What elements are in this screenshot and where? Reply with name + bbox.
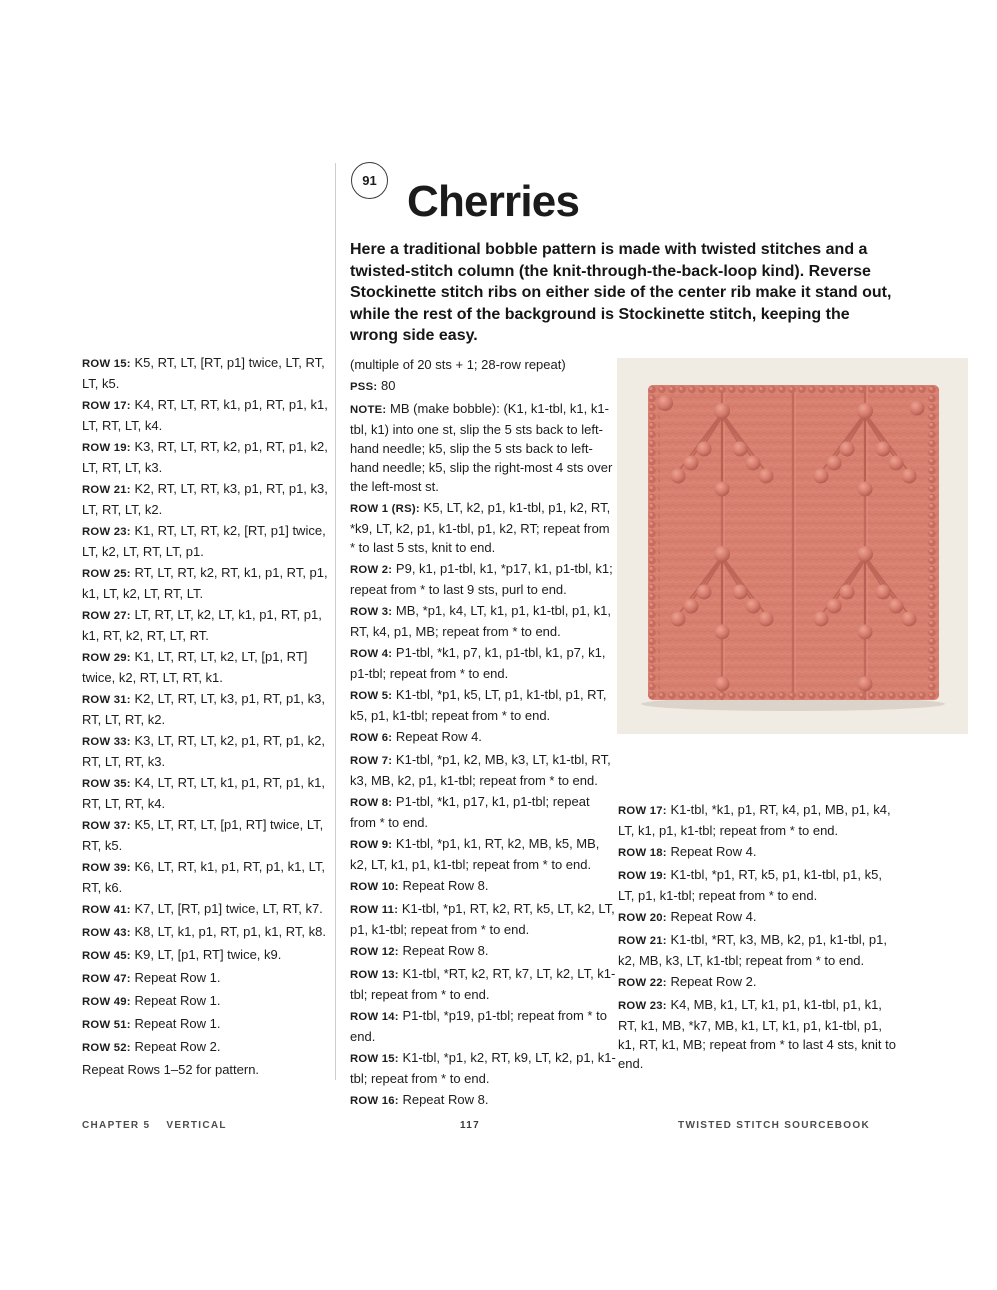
pattern-row: ROW 51: Repeat Row 1. <box>82 1016 221 1031</box>
pattern-number: 91 <box>362 173 377 188</box>
pattern-row: ROW 17: K4, RT, LT, RT, k1, p1, RT, p1, k1, LT, RT, LT, k4. <box>82 397 328 433</box>
pattern-row: ROW 19: K1-tbl, *p1, RT, k5, p1, k1-tbl, p1, k5, LT, p1, k1-tbl; repeat from * to end. <box>618 867 882 903</box>
pattern-row: ROW 49: Repeat Row 1. <box>82 993 221 1008</box>
repeat-instruction: Repeat Rows 1–52 for pattern. <box>82 1062 260 1077</box>
pattern-row: ROW 37: K5, LT, RT, LT, [p1, RT] twice, LT, RT, k5. <box>82 817 324 853</box>
pattern-row: ROW 15: K5, RT, LT, [RT, p1] twice, LT, RT, LT, k5. <box>82 355 325 391</box>
pattern-row: ROW 3: MB, *p1, k4, LT, k1, p1, k1-tbl, p1, k1, RT, k4, p1, MB; repeat from * to end. <box>350 603 612 639</box>
pattern-row: ROW 22: Repeat Row 2. <box>618 974 757 989</box>
pattern-row: ROW 13: K1-tbl, *RT, k2, RT, k7, LT, k2, LT, k1-tbl; repeat from * to end. <box>350 966 616 1002</box>
right-instruction-column <box>618 800 896 1075</box>
pattern-row: ROW 6: Repeat Row 4. <box>350 729 482 744</box>
pattern-row: ROW 8: P1-tbl, *k1, p17, k1, p1-tbl; repeat from * to end. <box>350 794 590 830</box>
pattern-row: ROW 14: P1-tbl, *p19, p1-tbl; repeat from * to end. <box>350 1008 607 1044</box>
pattern-row: ROW 4: P1-tbl, *k1, p7, k1, p1-tbl, k1, p7, k1, p1-tbl; repeat from * to end. <box>350 645 606 681</box>
pattern-row: ROW 23: K4, MB, k1, LT, k1, p1, k1-tbl, p1, k1, RT, k1, MB, *k7, MB, k1, LT, k1, p1, k1-tbl, p1, k1, RT, k1, MB; repeat from * to last 4 sts, knit to end. <box>618 997 896 1071</box>
pattern-row: ROW 19: K3, RT, LT, RT, k2, p1, RT, p1, k2, LT, RT, LT, k3. <box>82 439 328 475</box>
pattern-row: ROW 16: Repeat Row 8. <box>350 1092 489 1107</box>
swatch-photo <box>617 358 968 734</box>
pattern-row: ROW 29: K1, LT, RT, LT, k2, LT, [p1, RT] twice, k2, RT, LT, RT, k1. <box>82 649 308 685</box>
pattern-row: ROW 7: K1-tbl, *p1, k2, MB, k3, LT, k1-tbl, RT, k3, MB, k2, p1, k1-tbl; repeat from * to end. <box>350 752 611 788</box>
pattern-row: ROW 2: P9, k1, p1-tbl, k1, *p17, k1, p1-tbl, k1; repeat from * to last 9 sts, purl to end. <box>350 561 613 597</box>
pattern-row: ROW 43: K8, LT, k1, p1, RT, p1, k1, RT, k8. <box>82 924 326 939</box>
pattern-row: ROW 18: Repeat Row 4. <box>618 844 757 859</box>
pattern-row: ROW 20: Repeat Row 4. <box>618 909 757 924</box>
pattern-row: ROW 33: K3, LT, RT, LT, k2, p1, RT, p1, k2, RT, LT, RT, k3. <box>82 733 325 769</box>
footer-book-title: TWISTED STITCH SOURCEBOOK <box>678 1120 870 1131</box>
middle-instruction-column <box>350 355 616 1113</box>
knitted-swatch-illustration <box>617 358 968 734</box>
pattern-number-badge <box>351 162 388 199</box>
footer-chapter <box>82 1120 227 1131</box>
pattern-row: ROW 15: K1-tbl, *p1, k2, RT, k9, LT, k2, p1, k1-tbl; repeat from * to end. <box>350 1050 616 1086</box>
intro-paragraph: Here a traditional bobble pattern is made with twisted stitches and a twisted-stitch column (the knit-through-the-back-loop kind). Reverse Stockinette stitch ribs on either side of the center rib make it stand out, while the rest of the background is Stockinette stitch, keeping the wrong side easy. <box>350 241 892 344</box>
pattern-row: ROW 12: Repeat Row 8. <box>350 943 489 958</box>
pattern-row: ROW 23: K1, RT, LT, RT, k2, [RT, p1] twice, LT, k2, LT, RT, LT, p1. <box>82 523 326 559</box>
pss-line: PSS: 80 <box>350 378 396 393</box>
pattern-row: ROW 25: RT, LT, RT, k2, RT, k1, p1, RT, p1, k1, LT, k2, LT, RT, LT. <box>82 565 328 601</box>
column-divider-rule <box>335 163 336 1080</box>
pattern-row: ROW 1 (RS): K5, LT, k2, p1, k1-tbl, p1, k2, RT, *k9, LT, k2, p1, k1-tbl, p1, k2, RT; repeat from * to last 5 sts, knit to end. <box>350 500 611 555</box>
pattern-row: ROW 31: K2, LT, RT, LT, k3, p1, RT, p1, k3, RT, LT, RT, k2. <box>82 691 325 727</box>
stitch-multiple-note: (multiple of 20 sts + 1; 28-row repeat) <box>350 357 566 372</box>
pattern-row: ROW 47: Repeat Row 1. <box>82 970 221 985</box>
pattern-row: ROW 17: K1-tbl, *k1, p1, RT, k4, p1, MB, p1, k4, LT, k1, p1, k1-tbl; repeat from * to end. <box>618 802 891 838</box>
pattern-row: ROW 5: K1-tbl, *p1, k5, LT, p1, k1-tbl, p1, RT, k5, p1, k1-tbl; repeat from * to end. <box>350 687 607 723</box>
pattern-row: ROW 39: K6, LT, RT, k1, p1, RT, p1, k1, LT, RT, k6. <box>82 859 325 895</box>
pattern-row: ROW 10: Repeat Row 8. <box>350 878 489 893</box>
footer-chapter-label: CHAPTER 5 <box>82 1120 151 1131</box>
left-instruction-column <box>82 353 334 1081</box>
pattern-row: ROW 27: LT, RT, LT, k2, LT, k1, p1, RT, p1, k1, RT, k2, RT, LT, RT. <box>82 607 322 643</box>
footer-section-label: VERTICAL <box>166 1120 227 1131</box>
pattern-row: ROW 21: K2, RT, LT, RT, k3, p1, RT, p1, k3, LT, RT, LT, k2. <box>82 481 328 517</box>
pattern-row: ROW 21: K1-tbl, *RT, k3, MB, k2, p1, k1-tbl, p1, k2, MB, k3, LT, k1-tbl; repeat from * to end. <box>618 932 887 968</box>
pattern-row: ROW 9: K1-tbl, *p1, k1, RT, k2, MB, k5, MB, k2, LT, k1, p1, k1-tbl; repeat from * to end. <box>350 836 600 872</box>
page-title: Cherries <box>407 177 580 227</box>
pattern-row: ROW 52: Repeat Row 2. <box>82 1039 221 1054</box>
pattern-row: ROW 45: K9, LT, [p1, RT] twice, k9. <box>82 947 282 962</box>
note-line: NOTE: MB (make bobble): (K1, k1-tbl, k1, k1-tbl, k1) into one st, slip the 5 sts back to left-hand needle; k5, slip the 5 sts back to left-hand needle; k5, slip the right-most 4 sts over the left-most st. <box>350 401 613 494</box>
pattern-row: ROW 35: K4, LT, RT, LT, k1, p1, RT, p1, k1, RT, LT, RT, k4. <box>82 775 325 811</box>
pattern-row: ROW 41: K7, LT, [RT, p1] twice, LT, RT, k7. <box>82 901 323 916</box>
pattern-row: ROW 11: K1-tbl, *p1, RT, k2, RT, k5, LT, k2, LT, p1, k1-tbl; repeat from * to end. <box>350 901 615 937</box>
page-number: 117 <box>460 1120 481 1131</box>
